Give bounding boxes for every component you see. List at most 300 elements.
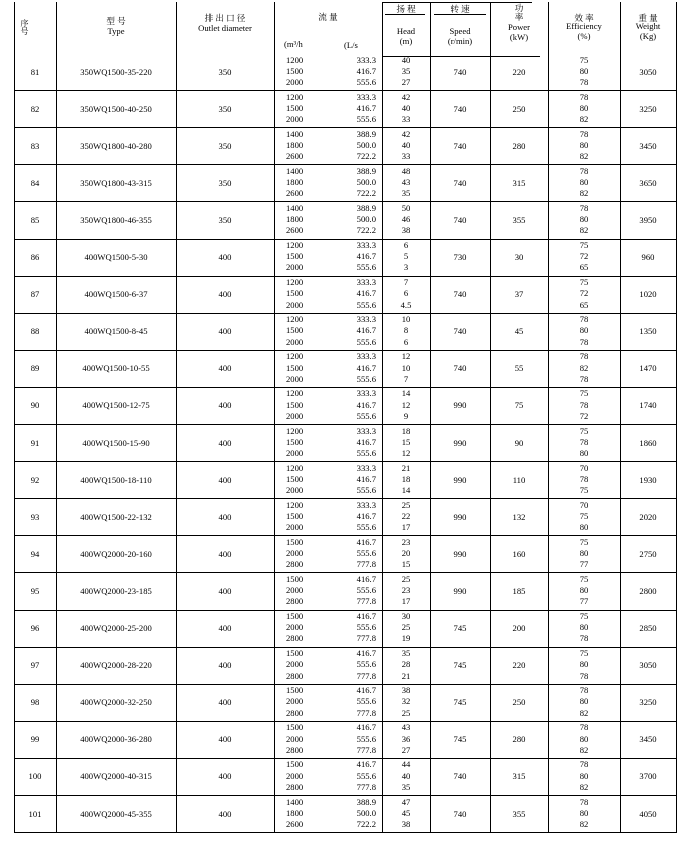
row-speed: 740 (453, 141, 467, 151)
row-head: 25 (401, 708, 411, 718)
row-flow-ls: 416.7 (356, 66, 376, 76)
row-head: 43 (401, 722, 411, 732)
row-flow-ls: 416.7 (356, 325, 376, 335)
header-head: 扬 程 Head (m) (396, 4, 416, 46)
row-flow-ls: 333.3 (356, 314, 376, 324)
header-type: 型 号 Type (106, 16, 126, 36)
row-head: 12 (401, 448, 411, 458)
row-speed: 990 (453, 586, 467, 596)
row-outlet: 400 (218, 623, 232, 633)
row-efficiency: 82 (579, 225, 589, 235)
row-flow-ls: 416.7 (356, 759, 376, 769)
row-efficiency: 80 (579, 448, 589, 458)
row-power: 355 (512, 215, 526, 225)
row-flow-m3h: 2800 (286, 745, 304, 755)
header-flow: 流 量 (318, 12, 338, 22)
row-head: 9 (403, 411, 409, 421)
row-outlet: 400 (218, 586, 232, 596)
header-power: 功率 Power (kW) (508, 3, 530, 42)
row-efficiency: 80 (579, 808, 589, 818)
row-weight: 3250 (639, 104, 657, 114)
row-type: 350WQ1500-35-220 (80, 67, 152, 77)
row-no: 83 (30, 141, 40, 151)
row-efficiency: 82 (579, 745, 589, 755)
row-type: 400WQ2000-25-200 (80, 623, 152, 633)
row-head: 18 (401, 426, 411, 436)
row-efficiency: 72 (579, 411, 589, 421)
row-flow-ls: 388.9 (356, 129, 376, 139)
row-flow-ls: 555.6 (356, 585, 376, 595)
row-type: 400WQ2000-23-185 (80, 586, 152, 596)
row-no: 94 (30, 549, 40, 559)
row-outlet: 400 (218, 771, 232, 781)
row-flow-m3h: 2000 (286, 734, 304, 744)
row-flow-m3h: 1200 (286, 388, 304, 398)
row-flow-ls: 555.6 (356, 696, 376, 706)
row-efficiency: 80 (579, 548, 589, 558)
row-no: 98 (30, 697, 40, 707)
row-flow-m3h: 2000 (286, 300, 304, 310)
row-flow-ls: 555.6 (356, 114, 376, 124)
row-head: 33 (401, 114, 411, 124)
row-head: 45 (401, 808, 411, 818)
row-speed: 740 (453, 326, 467, 336)
row-flow-ls: 777.8 (356, 708, 376, 718)
row-flow-m3h: 1200 (286, 277, 304, 287)
row-flow-m3h: 1500 (286, 537, 304, 547)
row-head: 27 (401, 77, 411, 87)
row-outlet: 400 (218, 549, 232, 559)
row-speed: 745 (453, 660, 467, 670)
row-weight: 3250 (639, 697, 657, 707)
row-efficiency: 75 (579, 537, 589, 547)
row-head: 21 (401, 463, 411, 473)
row-efficiency: 80 (579, 522, 589, 532)
row-outlet: 400 (218, 438, 232, 448)
row-efficiency: 78 (579, 314, 589, 324)
row-power: 200 (512, 623, 526, 633)
row-power: 250 (512, 104, 526, 114)
row-flow-ls: 333.3 (356, 426, 376, 436)
row-head: 32 (401, 696, 411, 706)
row-type: 400WQ1500-5-30 (84, 252, 148, 262)
row-flow-m3h: 2000 (286, 771, 304, 781)
row-head: 40 (401, 771, 411, 781)
row-divider (14, 795, 676, 796)
row-flow-ls: 500.0 (356, 140, 376, 150)
row-power: 315 (512, 178, 526, 188)
row-flow-ls: 722.2 (356, 188, 376, 198)
row-no: 96 (30, 623, 40, 633)
row-efficiency: 78 (579, 437, 589, 447)
row-flow-m3h: 2000 (286, 696, 304, 706)
row-head: 8 (403, 325, 409, 335)
row-no: 87 (30, 289, 40, 299)
row-head: 15 (401, 437, 411, 447)
row-divider (14, 201, 676, 202)
row-efficiency: 75 (579, 511, 589, 521)
row-flow-ls: 555.6 (356, 622, 376, 632)
row-head: 7 (403, 277, 409, 287)
row-divider (14, 461, 676, 462)
row-efficiency: 78 (579, 374, 589, 384)
row-speed: 740 (453, 809, 467, 819)
row-efficiency: 75 (579, 426, 589, 436)
row-flow-ls: 777.8 (356, 671, 376, 681)
row-flow-m3h: 1200 (286, 463, 304, 473)
row-efficiency: 78 (579, 203, 589, 213)
row-no: 100 (28, 771, 42, 781)
row-weight: 3700 (639, 771, 657, 781)
row-flow-ls: 333.3 (356, 277, 376, 287)
header-rule (385, 14, 425, 15)
row-weight: 2800 (639, 586, 657, 596)
row-outlet: 400 (218, 734, 232, 744)
row-efficiency: 78 (579, 671, 589, 681)
row-head: 17 (401, 522, 411, 532)
row-power: 37 (514, 289, 524, 299)
row-flow-ls: 416.7 (356, 437, 376, 447)
row-speed: 990 (453, 549, 467, 559)
row-type: 400WQ2000-45-355 (80, 809, 152, 819)
row-divider (14, 832, 676, 833)
row-speed: 745 (453, 734, 467, 744)
row-efficiency: 75 (579, 55, 589, 65)
row-weight: 1350 (639, 326, 657, 336)
row-flow-m3h: 2000 (286, 262, 304, 272)
row-flow-ls: 416.7 (356, 363, 376, 373)
row-flow-m3h: 1800 (286, 808, 304, 818)
row-efficiency: 78 (579, 77, 589, 87)
header-rule (382, 2, 430, 3)
row-flow-m3h: 2000 (286, 411, 304, 421)
row-flow-m3h: 1200 (286, 351, 304, 361)
row-head: 42 (401, 129, 411, 139)
row-flow-m3h: 2800 (286, 671, 304, 681)
row-no: 93 (30, 512, 40, 522)
row-outlet: 400 (218, 400, 232, 410)
row-divider (14, 164, 676, 165)
row-head: 6 (403, 337, 409, 347)
row-weight: 3950 (639, 215, 657, 225)
header-outlet: 排 出 口 径 Outlet diameter (198, 13, 252, 33)
row-outlet: 350 (218, 141, 232, 151)
row-flow-ls: 555.6 (356, 734, 376, 744)
row-flow-ls: 555.6 (356, 77, 376, 87)
row-no: 88 (30, 326, 40, 336)
row-flow-ls: 333.3 (356, 55, 376, 65)
header-rule (490, 2, 532, 3)
row-head: 10 (401, 363, 411, 373)
row-power: 355 (512, 809, 526, 819)
row-flow-ls: 388.9 (356, 203, 376, 213)
row-head: 15 (401, 559, 411, 569)
row-power: 280 (512, 734, 526, 744)
row-flow-m3h: 1500 (286, 474, 304, 484)
row-head: 38 (401, 685, 411, 695)
row-efficiency: 65 (579, 300, 589, 310)
row-head: 25 (401, 574, 411, 584)
row-power: 75 (514, 400, 524, 410)
row-weight: 1860 (639, 438, 657, 448)
row-flow-ls: 416.7 (356, 474, 376, 484)
header-no: 序号 (20, 19, 29, 35)
row-head: 10 (401, 314, 411, 324)
row-efficiency: 78 (579, 685, 589, 695)
row-weight: 3050 (639, 67, 657, 77)
row-flow-m3h: 1500 (286, 648, 304, 658)
row-speed: 990 (453, 475, 467, 485)
row-power: 110 (512, 475, 526, 485)
row-head: 40 (401, 55, 411, 65)
row-type: 400WQ2000-36-280 (80, 734, 152, 744)
row-flow-m3h: 1200 (286, 55, 304, 65)
row-head: 6 (403, 240, 409, 250)
row-divider (14, 90, 676, 91)
row-head: 38 (401, 225, 411, 235)
row-flow-m3h: 1500 (286, 685, 304, 695)
row-weight: 2850 (639, 623, 657, 633)
row-head: 18 (401, 474, 411, 484)
row-flow-m3h: 1500 (286, 611, 304, 621)
row-flow-m3h: 1400 (286, 203, 304, 213)
row-power: 250 (512, 697, 526, 707)
row-flow-m3h: 1500 (286, 511, 304, 521)
row-flow-ls: 555.6 (356, 374, 376, 384)
row-flow-m3h: 1500 (286, 251, 304, 261)
row-efficiency: 78 (579, 797, 589, 807)
row-divider (14, 498, 676, 499)
row-flow-ls: 722.2 (356, 151, 376, 161)
row-power: 220 (512, 67, 526, 77)
row-flow-ls: 388.9 (356, 166, 376, 176)
row-flow-m3h: 2000 (286, 374, 304, 384)
row-head: 46 (401, 214, 411, 224)
row-efficiency: 78 (579, 633, 589, 643)
row-outlet: 350 (218, 104, 232, 114)
row-flow-m3h: 2800 (286, 596, 304, 606)
row-flow-m3h: 2000 (286, 548, 304, 558)
row-head: 4.5 (400, 300, 412, 310)
row-head: 7 (403, 374, 409, 384)
row-flow-m3h: 2800 (286, 782, 304, 792)
row-power: 45 (514, 326, 524, 336)
row-flow-ls: 416.7 (356, 722, 376, 732)
row-flow-ls: 416.7 (356, 288, 376, 298)
row-flow-m3h: 1200 (286, 240, 304, 250)
row-type: 400WQ1500-10-55 (82, 363, 150, 373)
row-power: 280 (512, 141, 526, 151)
row-flow-m3h: 2800 (286, 559, 304, 569)
row-efficiency: 82 (579, 114, 589, 124)
row-speed: 740 (453, 363, 467, 373)
header-speed: 转 速 Speed (r/min) (447, 4, 473, 46)
row-flow-m3h: 1200 (286, 314, 304, 324)
row-head: 43 (401, 177, 411, 187)
row-efficiency: 75 (579, 240, 589, 250)
row-divider (14, 535, 676, 536)
row-no: 85 (30, 215, 40, 225)
row-efficiency: 82 (579, 708, 589, 718)
row-efficiency: 78 (579, 166, 589, 176)
row-outlet: 350 (218, 67, 232, 77)
row-weight: 3650 (639, 178, 657, 188)
row-flow-ls: 777.8 (356, 782, 376, 792)
row-efficiency: 82 (579, 188, 589, 198)
row-speed: 730 (453, 252, 467, 262)
row-efficiency: 78 (579, 351, 589, 361)
row-head: 35 (401, 188, 411, 198)
row-flow-ls: 777.8 (356, 559, 376, 569)
row-flow-m3h: 2600 (286, 188, 304, 198)
row-no: 91 (30, 438, 40, 448)
row-flow-m3h: 2000 (286, 585, 304, 595)
row-head: 23 (401, 585, 411, 595)
row-head: 28 (401, 659, 411, 669)
row-flow-m3h: 1500 (286, 574, 304, 584)
row-efficiency: 80 (579, 140, 589, 150)
row-speed: 745 (453, 623, 467, 633)
row-flow-ls: 500.0 (356, 214, 376, 224)
row-efficiency: 80 (579, 66, 589, 76)
row-head: 35 (401, 66, 411, 76)
header-rule (430, 2, 490, 3)
row-efficiency: 70 (579, 463, 589, 473)
row-flow-m3h: 2000 (286, 448, 304, 458)
row-flow-ls: 555.6 (356, 448, 376, 458)
row-type: 400WQ1500-8-45 (84, 326, 148, 336)
row-efficiency: 78 (579, 129, 589, 139)
row-power: 220 (512, 660, 526, 670)
row-head: 35 (401, 782, 411, 792)
row-head: 27 (401, 745, 411, 755)
row-type: 400WQ1500-12-75 (82, 400, 150, 410)
row-flow-m3h: 1400 (286, 166, 304, 176)
row-head: 19 (401, 633, 411, 643)
row-outlet: 400 (218, 660, 232, 670)
row-outlet: 400 (218, 809, 232, 819)
row-head: 22 (401, 511, 411, 521)
row-efficiency: 82 (579, 782, 589, 792)
row-flow-ls: 500.0 (356, 808, 376, 818)
row-flow-m3h: 2000 (286, 522, 304, 532)
row-flow-ls: 416.7 (356, 251, 376, 261)
row-efficiency: 72 (579, 288, 589, 298)
row-type: 400WQ2000-28-220 (80, 660, 152, 670)
row-divider (14, 424, 676, 425)
row-efficiency: 80 (579, 696, 589, 706)
row-flow-ls: 416.7 (356, 574, 376, 584)
row-efficiency: 78 (579, 722, 589, 732)
row-head: 14 (401, 388, 411, 398)
row-flow-m3h: 2000 (286, 659, 304, 669)
row-efficiency: 75 (579, 611, 589, 621)
row-efficiency: 75 (579, 388, 589, 398)
row-outlet: 400 (218, 512, 232, 522)
row-flow-m3h: 1400 (286, 797, 304, 807)
row-efficiency: 80 (579, 734, 589, 744)
row-flow-ls: 777.8 (356, 745, 376, 755)
row-flow-ls: 555.6 (356, 411, 376, 421)
row-head: 42 (401, 92, 411, 102)
row-type: 400WQ2000-20-160 (80, 549, 152, 559)
row-head: 5 (403, 251, 409, 261)
row-flow-m3h: 2000 (286, 77, 304, 87)
row-efficiency: 80 (579, 771, 589, 781)
row-outlet: 400 (218, 363, 232, 373)
row-divider (14, 572, 676, 573)
row-flow-m3h: 1200 (286, 500, 304, 510)
row-flow-ls: 333.3 (356, 500, 376, 510)
row-efficiency: 80 (579, 585, 589, 595)
row-weight: 2020 (639, 512, 657, 522)
row-head: 25 (401, 622, 411, 632)
row-flow-ls: 777.8 (356, 596, 376, 606)
row-power: 55 (514, 363, 524, 373)
row-power: 185 (512, 586, 526, 596)
row-outlet: 400 (218, 326, 232, 336)
row-flow-ls: 722.2 (356, 225, 376, 235)
row-no: 99 (30, 734, 40, 744)
row-no: 90 (30, 400, 40, 410)
row-flow-ls: 388.9 (356, 797, 376, 807)
row-weight: 3450 (639, 141, 657, 151)
row-flow-ls: 333.3 (356, 463, 376, 473)
row-flow-m3h: 2000 (286, 337, 304, 347)
row-speed: 740 (453, 67, 467, 77)
row-type: 400WQ1500-22-132 (80, 512, 152, 522)
row-flow-m3h: 2800 (286, 633, 304, 643)
row-no: 101 (28, 809, 42, 819)
row-type: 400WQ1500-6-37 (84, 289, 148, 299)
row-type: 400WQ1500-18-110 (80, 475, 152, 485)
row-flow-m3h: 2600 (286, 151, 304, 161)
row-head: 3 (403, 262, 409, 272)
row-flow-ls: 555.6 (356, 522, 376, 532)
row-head: 20 (401, 548, 411, 558)
row-flow-m3h: 1200 (286, 426, 304, 436)
row-head: 12 (401, 400, 411, 410)
row-flow-m3h: 1800 (286, 140, 304, 150)
row-efficiency: 82 (579, 819, 589, 829)
row-head: 23 (401, 537, 411, 547)
row-no: 92 (30, 475, 40, 485)
row-type: 350WQ1500-40-250 (80, 104, 152, 114)
row-type: 400WQ1500-15-90 (82, 438, 150, 448)
row-speed: 740 (453, 104, 467, 114)
row-efficiency: 65 (579, 262, 589, 272)
row-flow-ls: 555.6 (356, 485, 376, 495)
row-flow-ls: 416.7 (356, 511, 376, 521)
row-efficiency: 72 (579, 251, 589, 261)
row-flow-m3h: 2600 (286, 225, 304, 235)
row-efficiency: 70 (579, 500, 589, 510)
row-flow-ls: 555.6 (356, 300, 376, 310)
row-efficiency: 75 (579, 574, 589, 584)
row-divider (14, 127, 676, 128)
row-flow-m3h: 2000 (286, 114, 304, 124)
row-flow-ls: 555.6 (356, 548, 376, 558)
row-weight: 2750 (639, 549, 657, 559)
row-head: 35 (401, 648, 411, 658)
row-head: 17 (401, 596, 411, 606)
row-efficiency: 75 (579, 485, 589, 495)
row-flow-m3h: 1500 (286, 722, 304, 732)
row-weight: 1930 (639, 475, 657, 485)
row-no: 95 (30, 586, 40, 596)
row-weight: 1020 (639, 289, 657, 299)
row-head: 12 (401, 351, 411, 361)
